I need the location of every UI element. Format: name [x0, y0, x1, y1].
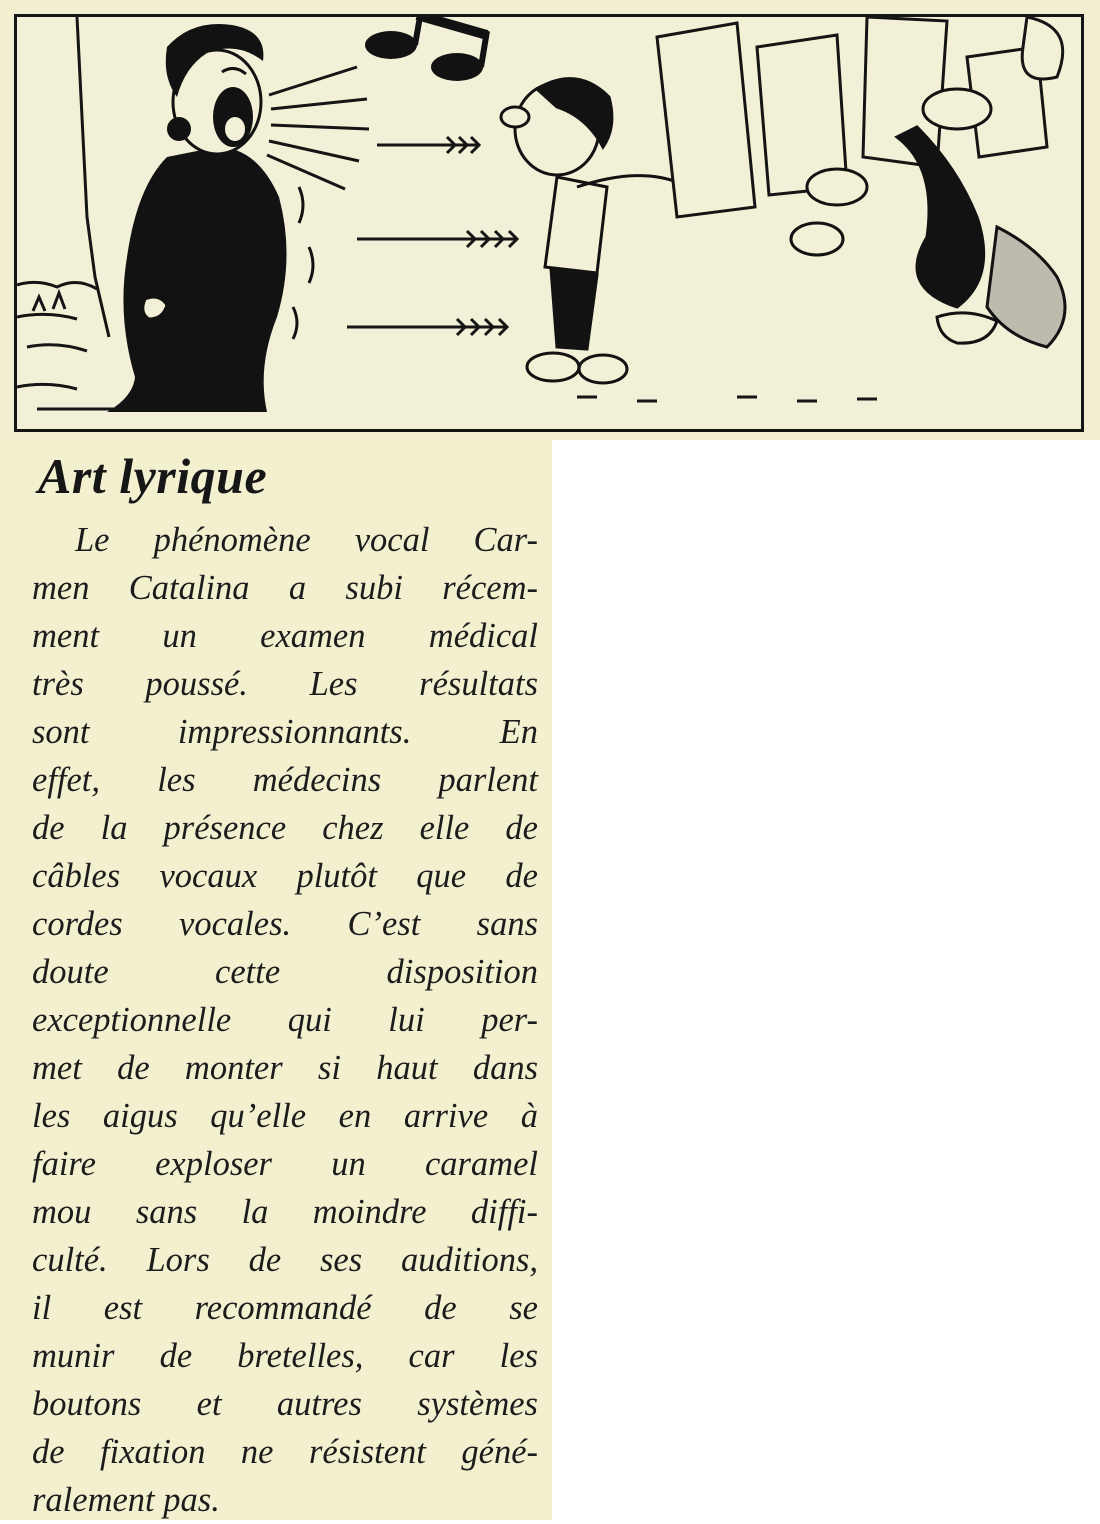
article-line: ralement pas.	[32, 1481, 220, 1519]
article-line: cordes vocales. C’est sans	[32, 905, 538, 943]
speed-lines	[347, 137, 517, 335]
singer-figure	[107, 24, 313, 412]
article-line: faire exploser un caramel	[32, 1145, 538, 1183]
article-line: culté. Lors de ses auditions,	[32, 1241, 538, 1279]
article-line: exceptionnelle qui lui per-	[32, 1001, 538, 1039]
article-line: Le phénomène vocal Car-	[75, 521, 538, 559]
boy-figure	[501, 79, 677, 383]
article-line: mou sans la moindre diffi-	[32, 1193, 538, 1231]
article-line: les aigus qu’elle en arrive à	[32, 1097, 538, 1135]
article-line: de la présence chez elle de	[32, 809, 538, 847]
background-tree	[17, 17, 109, 389]
article-body	[32, 516, 538, 1524]
article-line: de fixation ne résistent géné-	[32, 1433, 538, 1471]
article-line: il est recommandé de se	[32, 1289, 538, 1327]
article-line: effet, les médecins parlent	[32, 761, 538, 799]
article-line: sont impressionnants. En	[32, 713, 538, 751]
sound-rays	[267, 67, 369, 189]
article-line: boutons et autres systèmes	[32, 1385, 538, 1423]
article-line: doute cette disposition	[32, 953, 538, 991]
article-line: ment un examen médical	[32, 617, 538, 655]
article-line: men Catalina a subi récem-	[32, 569, 538, 607]
music-note-icon	[365, 17, 487, 81]
comic-panel	[14, 14, 1084, 432]
comic-illustration	[17, 17, 1081, 429]
article-line: très poussé. Les résultats	[32, 665, 538, 703]
article-line: munir de bretelles, car les	[32, 1337, 538, 1375]
article-title: Art lyrique	[38, 448, 268, 504]
article-line: câbles vocaux plutôt que de	[32, 857, 538, 895]
article-line: met de monter si haut dans	[32, 1049, 538, 1087]
